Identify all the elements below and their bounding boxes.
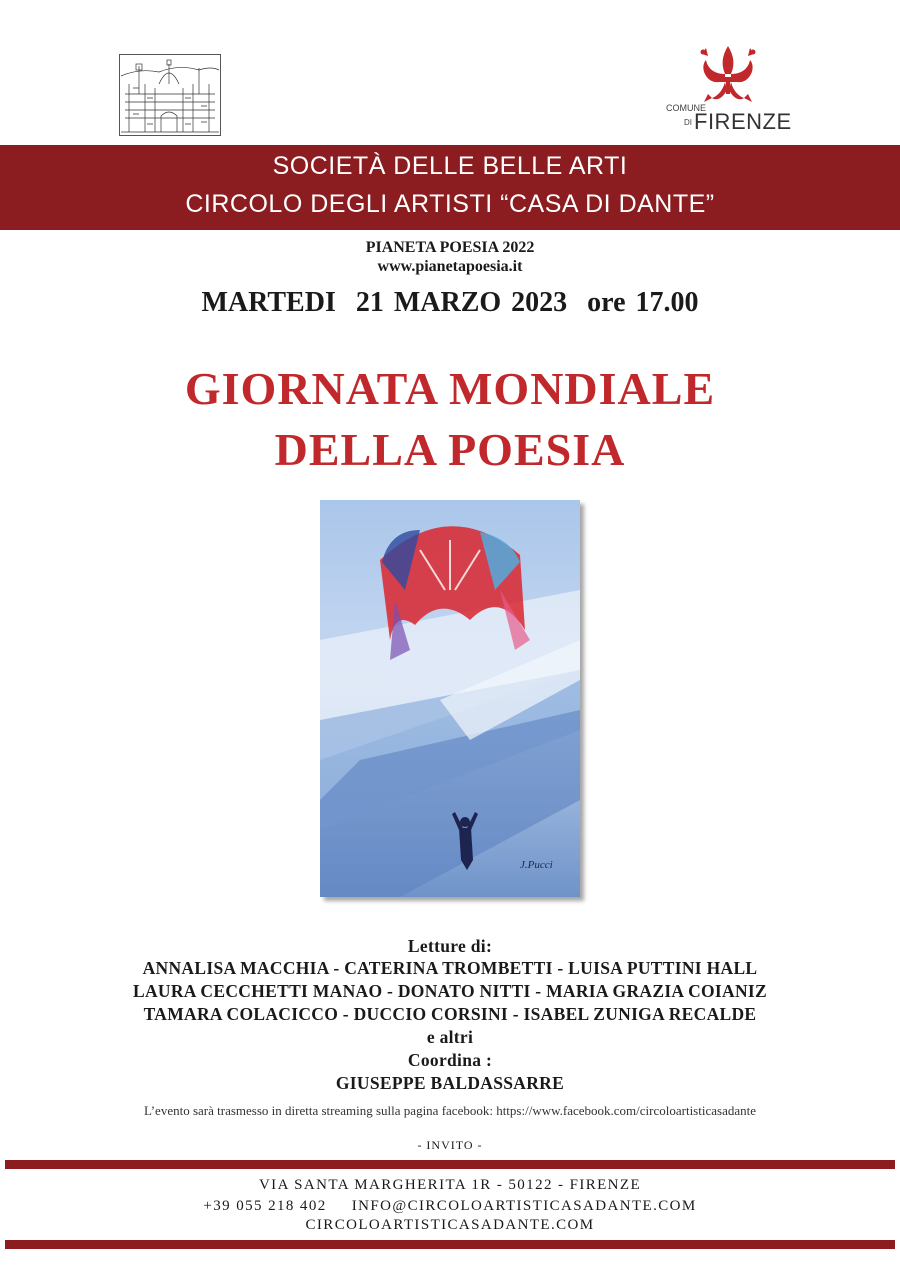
fleur-de-lis-icon xyxy=(696,44,760,108)
comune-label: COMUNE xyxy=(666,103,706,113)
coordinator-name: GIUSEPPE BALDASSARRE xyxy=(335,1073,565,1093)
readers-line: ANNALISA MACCHIA - CATERINA TROMBETTI - LUISA PUTTINI HALL xyxy=(142,958,758,978)
readers-heading: Letture di: xyxy=(407,936,493,956)
program-name: PIANETA POESIA 2022 xyxy=(365,239,535,256)
readers-others: e altri xyxy=(426,1027,474,1047)
footer-rule-top xyxy=(5,1160,895,1169)
event-title-line1: GIORNATA MONDIALE xyxy=(184,363,716,414)
parasail-painting xyxy=(320,500,580,897)
footer-address: VIA SANTA MARGHERITA 1R - 50122 - FIRENZE xyxy=(258,1177,642,1193)
footer-rule-bottom xyxy=(5,1240,895,1249)
footer-website: CIRCOLOARTISTICASADANTE.COM xyxy=(305,1217,595,1233)
society-name: SOCIETÀ DELLE BELLE ARTI xyxy=(272,152,628,180)
footer-contacts xyxy=(0,1198,900,1215)
program-website: www.pianetapoesia.it xyxy=(377,258,523,275)
invito-label: - INVITO - xyxy=(417,1138,483,1152)
event-title-line2: DELLA POESIA xyxy=(274,424,626,475)
streaming-note: L’evento sarà trasmesso in diretta streaming sulla pagina facebook: https://www.facebook.com/circoloartisticasadante xyxy=(143,1103,756,1118)
footer-email: INFO@CIRCOLOARTISTICASADANTE.COM xyxy=(351,1198,697,1214)
firenze-label: FIRENZE xyxy=(694,109,792,134)
readers-line: LAURA CECCHETTI MANAO - DONATO NITTI - MARIA GRAZIA COIANIZ xyxy=(133,981,767,1001)
comune-di-label: DI xyxy=(684,118,692,127)
svg-text:J.Pucci: J.Pucci xyxy=(520,859,553,871)
event-date: MARTEDI 21 MARZO 2023 ore 17.00 xyxy=(201,287,699,318)
footer-phone: +39 055 218 402 xyxy=(203,1198,327,1214)
readers-line: TAMARA COLACICCO - DUCCIO CORSINI - ISABEL ZUNIGA RECALDE xyxy=(143,1004,757,1024)
comune-di-firenze-logo xyxy=(662,44,792,136)
circle-name: CIRCOLO DEGLI ARTISTI “CASA DI DANTE” xyxy=(185,190,715,218)
coordinator-heading: Coordina : xyxy=(407,1050,493,1070)
casa-di-dante-logo xyxy=(119,54,221,136)
